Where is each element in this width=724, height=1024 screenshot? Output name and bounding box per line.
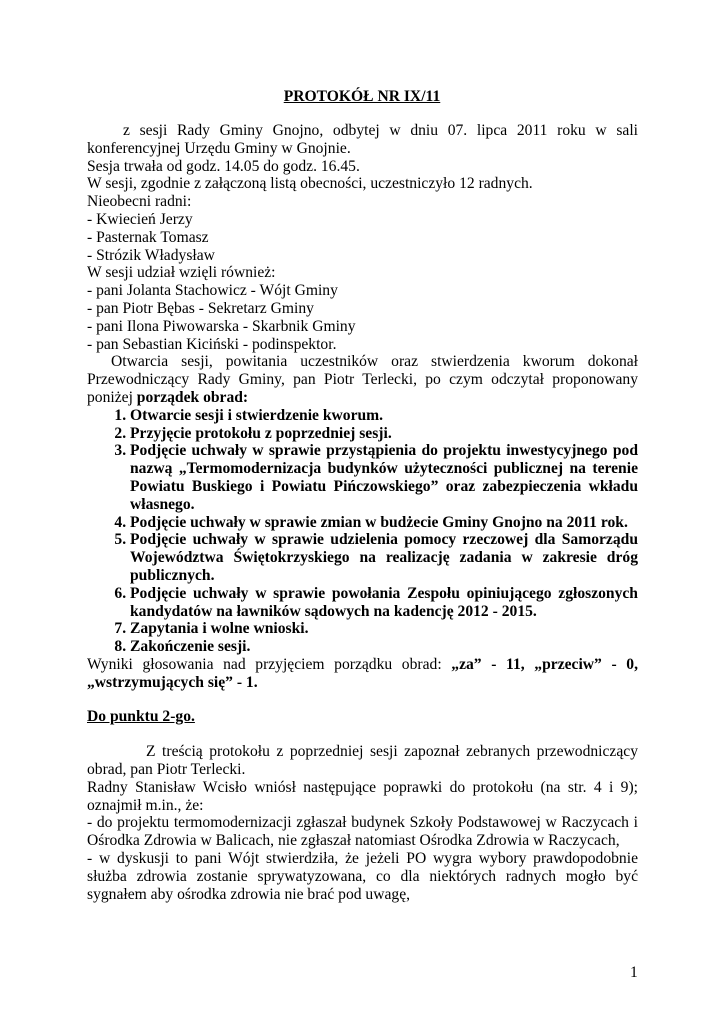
absent-item: - Strózik Władysław: [87, 246, 215, 264]
section-heading: Do punktu 2-go.: [87, 707, 195, 725]
document-title: PROTOKÓŁ NR IX/11: [283, 88, 441, 105]
vote-results: [87, 656, 638, 692]
absent-item: - Kwiecień Jerzy: [87, 210, 193, 228]
also-item: - pan Sebastian Kiciński - podinspektor.: [87, 335, 337, 353]
intro-paragraph: z sesji Rady Gminy Gnojno, odbytej w dniu 07. lipca 2011 roku w sali konferencyjnej Urzędu Gminy w Gnojnie.: [87, 122, 638, 157]
also-label: W sesji udział wzięli również:: [87, 264, 276, 282]
session-time: Sesja trwała od godz. 14.05 do godz. 16.45.: [87, 157, 360, 175]
also-item: - pani Jolanta Stachowicz - Wójt Gminy: [87, 282, 338, 300]
opening-bold: porządek obrad:: [136, 388, 249, 406]
agenda-item: 2. Przyjęcie protokołu z poprzedniej sesji.: [130, 425, 638, 443]
opening-paragraph: [87, 353, 638, 406]
agenda-item: 1. Otwarcie sesji i stwierdzenie kworum.: [130, 407, 638, 425]
agenda-list: [87, 407, 638, 656]
agenda-item: 6. Podjęcie uchwały w sprawie powołania Zespołu opiniującego zgłoszonych kandydatów na ławników sądowych na kadencję 2012 - 2015.: [130, 585, 638, 621]
paragraph-3: - do projektu termomodernizacji zgłaszał budynek Szkoły Podstawowej w Raczycach i Ośrodka Zdrowia w Balicach, nie zgłaszał natomiast Ośrodka Zdrowia w Raczycach,: [87, 814, 638, 850]
page-number: 1: [630, 964, 638, 981]
absent-item: - Pasternak Tomasz: [87, 228, 209, 246]
document-body: [87, 122, 638, 903]
vote-bold: „za” - 11, „przeciw” - 0, „wstrzymujących się” - 1.: [87, 655, 639, 691]
agenda-item: 7. Zapytania i wolne wnioski.: [130, 620, 638, 638]
paragraph-4: - w dyskusji to pani Wójt stwierdziła, że jeżeli PO wygra wybory prawdopodobnie służba zdrowia zostanie sprywatyzowana, co dla niektórych radnych mogło być sygnałem aby ośrodka zdrowia nie brać pod uwagę,: [87, 850, 638, 903]
agenda-item: 5. Podjęcie uchwały w sprawie udzielenia pomocy rzeczowej dla Samorządu Województwa Świętokrzyskiego na realizację zadania w zakresie dróg publicznych.: [130, 531, 638, 584]
also-item: - pani Ilona Piwowarska - Skarbnik Gminy: [87, 317, 356, 335]
paragraph-1: Z treścią protokołu z poprzedniej sesji zapoznał zebranych przewodniczący obrad, pan Piotr Terlecki.: [87, 743, 638, 779]
paragraph-2: Radny Stanisław Wcisło wniósł następujące poprawki do protokołu (na str. 4 i 9); oznajmił m.in., że:: [87, 778, 638, 814]
also-item: - pan Piotr Bębas - Sekretarz Gminy: [87, 299, 314, 317]
agenda-item: 8. Zakończenie sesji.: [130, 638, 638, 656]
opening-text: Otwarcia sesji, powitania uczestników oraz stwierdzenia kworum dokonał Przewodniczący Rady Gminy, pan Piotr Terlecki, po czym odczytał proponowany poniżej: [87, 353, 638, 406]
vote-text: Wyniki głosowania nad przyjęciem porządku obrad:: [87, 655, 452, 673]
absent-label: Nieobecni radni:: [87, 193, 192, 211]
attendance: W sesji, zgodnie z załączoną listą obecności, uczestniczyło 12 radnych.: [87, 175, 533, 193]
agenda-item: 4. Podjęcie uchwały w sprawie zmian w budżecie Gminy Gnojno na 2011 rok.: [130, 514, 638, 532]
agenda-item: 3. Podjęcie uchwały w sprawie przystąpienia do projektu inwestycyjnego pod nazwą „Termomodernizacja budynków użyteczności publicznej na terenie Powiatu Buskiego i Powiatu Pińczowskiego” oraz zabezpieczenia wkładu własnego.: [130, 442, 638, 513]
